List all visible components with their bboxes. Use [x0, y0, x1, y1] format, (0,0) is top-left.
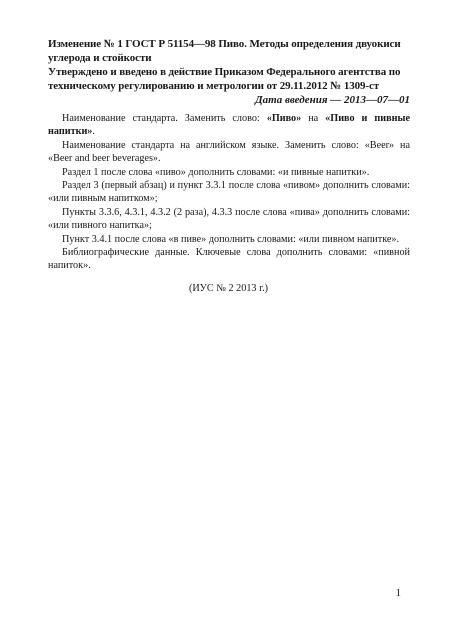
- paragraph-text: на: [301, 113, 326, 124]
- effective-date: Дата введения — 2013—07—01: [255, 94, 410, 106]
- paragraph-section-1: Раздел 1 после слова «пиво» дополнить словами: «и пивные напитки».: [62, 166, 370, 178]
- amendment-body: [48, 112, 410, 273]
- page-number: 1: [395, 587, 401, 599]
- ius-reference: (ИУС № 2 2013 г.): [188, 283, 269, 294]
- paragraph-bibliographic: Библиографические данные. Ключевые слова дополнить словами: «пивной напиток».: [48, 247, 410, 272]
- new-term: «Пиво и пивные напитки»: [48, 113, 410, 138]
- paragraph-english-name: Наименование стандарта на английском языке. Заменить слово: «Beer» на «Beer and beer beverages».: [48, 139, 410, 165]
- paragraph-text: .: [92, 126, 95, 138]
- old-term: «Пиво»: [266, 113, 302, 124]
- amendment-title: Изменение № 1 ГОСТ Р 51154—98 Пиво. Методы определения двуокиси углерода и стойкости: [48, 38, 401, 64]
- paragraph-section-3: Раздел 3 (первый абзац) и пункт 3.3.1 после слова «пивом» дополнить словами: «или пивным напитком»;: [48, 180, 410, 205]
- paragraph-items-3-3-6: Пункты 3.3.6, 4.3.1, 4.3.2 (2 раза), 4.3.3 после слова «пива» дополнить словами: «или пивного напитка»;: [48, 206, 410, 232]
- paragraph-text: Наименование стандарта. Заменить слово:: [62, 113, 267, 124]
- paragraph-standard-name: [48, 112, 410, 139]
- paragraph-item-3-4-1: Пункт 3.4.1 после слова «в пиве» дополнить словами: «или пивном напитке».: [62, 233, 400, 245]
- approval-statement: Утверждено и введено в действие Приказом Федерального агентства по техническому регулированию и метрологии от 29.11.2012 № 1309-ст: [48, 66, 401, 92]
